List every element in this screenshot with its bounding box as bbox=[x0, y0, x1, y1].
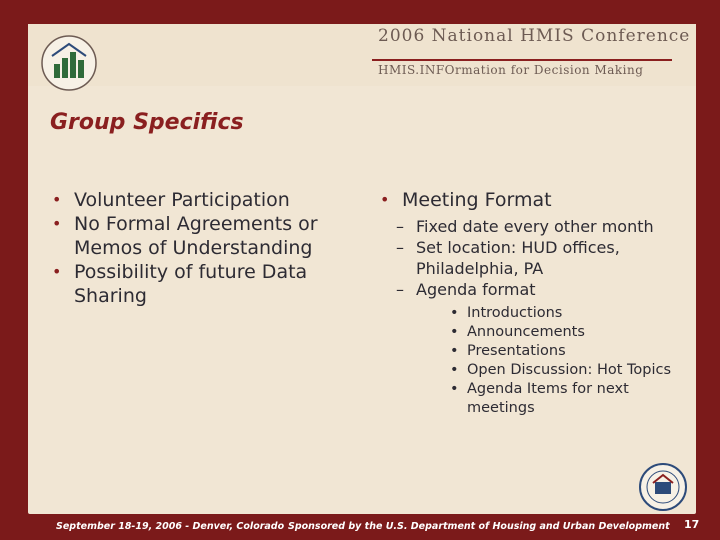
bullet-icon: • bbox=[450, 343, 459, 359]
bullet-icon: • bbox=[450, 305, 459, 321]
sub-item-text: Fixed date every other month bbox=[416, 217, 654, 236]
header-divider bbox=[372, 59, 672, 61]
seal-icon bbox=[638, 462, 688, 512]
dash-mark: – bbox=[396, 238, 404, 257]
conference-tagline: HMIS.INFOrmation for Decision Making bbox=[378, 63, 644, 77]
bullet-item bbox=[380, 188, 680, 212]
bullet-icon: • bbox=[380, 190, 390, 209]
agenda-text: Announcements bbox=[467, 324, 585, 340]
bullet-item bbox=[52, 260, 352, 308]
bullet-icon: • bbox=[52, 190, 62, 209]
sub-item-text: Agenda format bbox=[416, 280, 536, 299]
bullet-icon: • bbox=[450, 324, 459, 340]
agenda-item bbox=[380, 323, 680, 342]
agenda-item bbox=[380, 304, 680, 323]
hud-logo-icon bbox=[40, 34, 98, 92]
agenda-item bbox=[380, 380, 680, 418]
page-number: 17 bbox=[684, 518, 700, 531]
agenda-text: Open Discussion: Hot Topics bbox=[467, 362, 672, 378]
bullet-item bbox=[52, 212, 352, 260]
sub-item-text: Set location: HUD offices, Philadelphia, PA bbox=[416, 238, 620, 278]
agenda-item bbox=[380, 342, 680, 361]
bullet-icon: • bbox=[450, 381, 459, 397]
agenda-item bbox=[380, 361, 680, 380]
agenda-text: Agenda Items for next meetings bbox=[467, 381, 629, 416]
footer-dates: September 18-19, 2006 - Denver, Colorado bbox=[56, 521, 285, 532]
agenda-text: Introductions bbox=[467, 305, 563, 321]
bullet-icon: • bbox=[450, 362, 459, 378]
bullet-text: No Formal Agreements or Memos of Understanding bbox=[74, 213, 318, 259]
sub-item bbox=[380, 216, 680, 237]
dash-mark: – bbox=[396, 280, 404, 299]
bullet-item bbox=[52, 188, 352, 212]
bullet-text: Volunteer Participation bbox=[74, 189, 290, 211]
agenda-text: Presentations bbox=[467, 343, 566, 359]
right-column bbox=[380, 188, 680, 418]
conference-title: 2006 National HMIS Conference bbox=[378, 26, 691, 46]
sub-item bbox=[380, 237, 680, 279]
bullet-text: Meeting Format bbox=[402, 189, 552, 211]
slide-title: Group Specifics bbox=[50, 110, 244, 135]
left-column bbox=[52, 188, 352, 308]
bullet-text: Possibility of future Data Sharing bbox=[74, 261, 308, 307]
footer-sponsor: Sponsored by the U.S. Department of Housing and Urban Development bbox=[288, 521, 670, 532]
sub-item bbox=[380, 279, 680, 300]
bullet-icon: • bbox=[52, 262, 62, 281]
dash-mark: – bbox=[396, 217, 404, 236]
bullet-icon: • bbox=[52, 214, 62, 233]
